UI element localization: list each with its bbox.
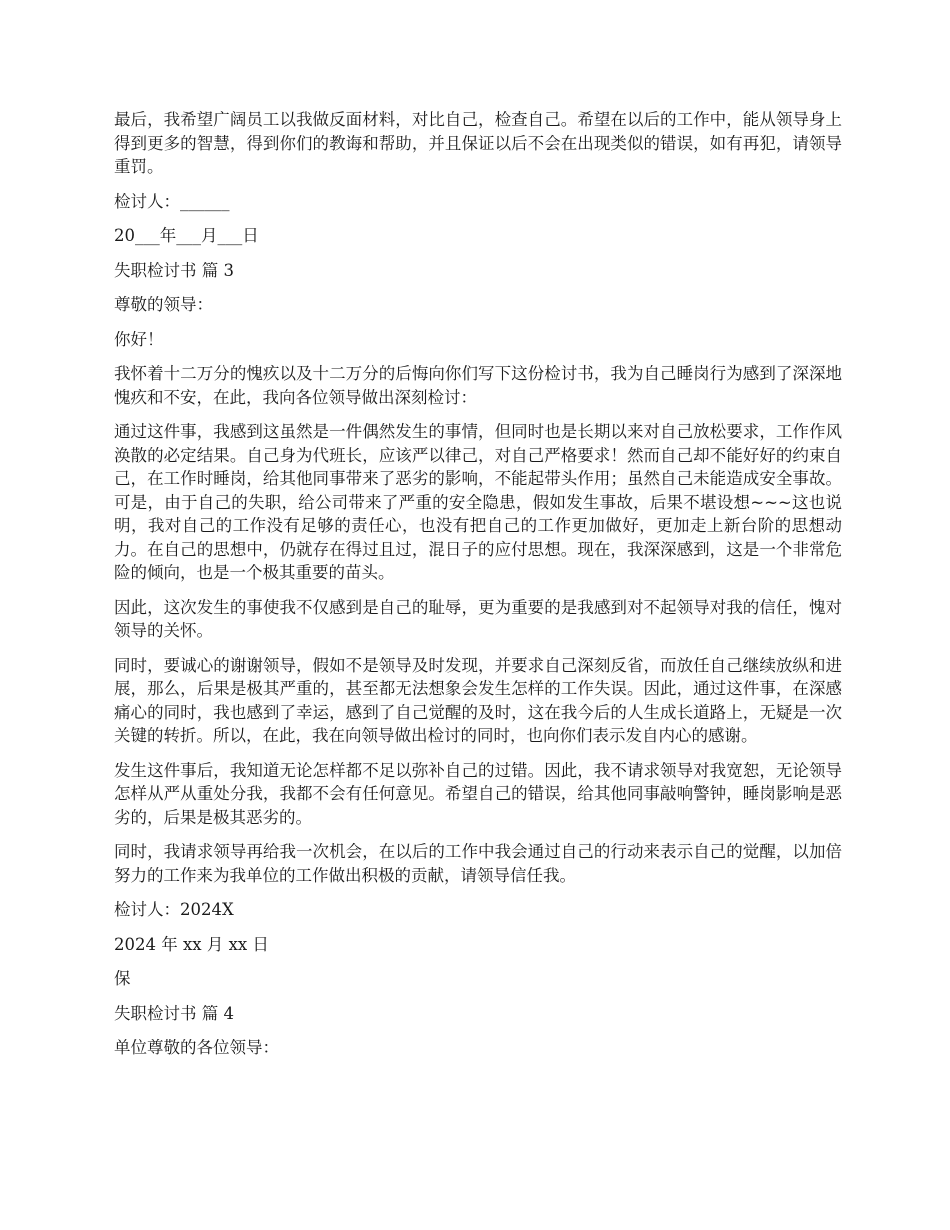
signature-line: 检讨人：2024X — [114, 900, 234, 919]
stray-character: 保 — [114, 969, 131, 988]
date-line: 2024 年 xx 月 xx 日 — [114, 934, 269, 954]
paragraph-closing-hope: 最后，我希望广阔员工以我做反面材料，对比自己，检查自己。希望在以后的工作中，能从领导身上得到更多的智慧，得到你们的教诲和帮助，并且保证以后不会在出现类似的错误，如有再犯，请领导重罚。 — [114, 110, 842, 176]
section-title-3: 失职检讨书 篇 3 — [114, 260, 234, 280]
document-body — [114, 108, 842, 1071]
date-line-blank: 20___年___月___日 — [114, 226, 259, 245]
paragraph-shame: 因此，这次发生的事使我不仅感到是自己的耻辱，更为重要的是我感到对不起领导对我的信任，愧对领导的关怀。 — [114, 597, 842, 640]
paragraph-reflection: 通过这件事，我感到这虽然是一件偶然发生的事情，但同时也是长期以来对自己放松要求，工作作风涣散的必定结果。自己身为代班长，应该严以律己，对自己严格要求！然而自己却不能好好的约束自己，在工作时睡岗，给其他同事带来了恶劣的影响，不能起带头作用；虽然自己未能造成安全事故。可是，由于自己的失职，给公司带来了严重的安全隐患，假如发生事故，后果不堪设想~~~这也说明，我对自己的工作没有足够的责任心，也没有把自己的工作更加做好，更加走上新台阶的思想动力。在自己的思想中，仍就存在得过且过，混日子的应付思想。现在，我深深感到，这是一个非常危险的倾向，也是一个极其重要的苗头。 — [114, 422, 842, 582]
paragraph-request: 同时，我请求领导再给我一次机会，在以后的工作中我会通过自己的行动来表示自己的觉醒，以加倍努力的工作来为我单位的工作做出积极的贡献，请领导信任我。 — [114, 842, 842, 885]
salutation-4: 单位尊敬的各位领导： — [114, 1038, 279, 1057]
paragraph-intro: 我怀着十二万分的愧疚以及十二万分的后悔向你们写下这份检讨书，我为自己睡岗行为感到了深深地愧疚和不安，在此，我向各位领导做出深刻检讨： — [114, 364, 842, 407]
paragraph-thanks: 同时，要诚心的谢谢领导，假如不是领导及时发现，并要求自己深刻反省，而放任自己继续放纵和进展，那么，后果是极其严重的，甚至都无法想象会发生怎样的工作失误。因此，通过这件事，在深感痛心的同时，我也感到了幸运，感到了自己觉醒的及时，这在我今后的人生成长道路上，无疑是一次关键的转折。所以，在此，我在向领导做出检讨的同时，也向你们表示发自内心的感谢。 — [114, 655, 842, 745]
salutation: 尊敬的领导： — [114, 295, 213, 314]
paragraph-no-excuse: 发生这件事后，我知道无论怎样都不足以弥补自己的过错。因此，我不请求领导对我宽恕，无论领导怎样从严从重处分我，我都不会有任何意见。希望自己的错误，给其他同事敲响警钟，睡岗影响是恶劣的，后果是极其恶劣的。 — [114, 760, 842, 827]
section-title-4: 失职检讨书 篇 4 — [114, 1003, 234, 1023]
signature-line-blank: 检讨人：______ — [114, 191, 230, 211]
greeting: 你好！ — [114, 329, 164, 349]
